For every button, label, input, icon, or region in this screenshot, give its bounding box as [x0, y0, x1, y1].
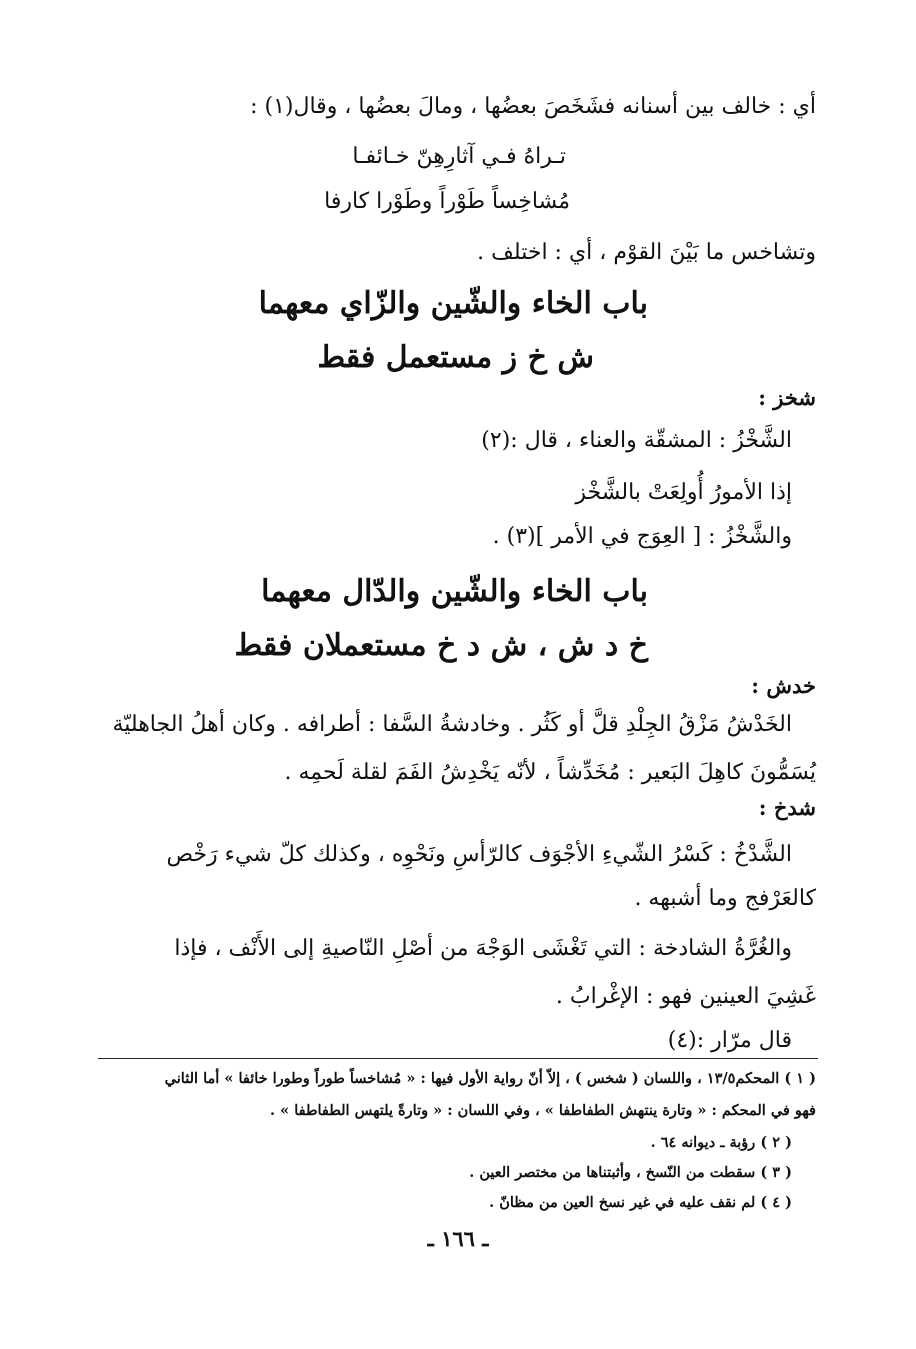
- poem-verse: إذا الأمورُ أُولِعَتْ بالشَّخْز: [575, 480, 792, 505]
- footnote: ( ٣ ) سقطت من النّسخ ، وأثبتناها من مختصر العين .: [469, 1164, 792, 1181]
- text-line: والشَّخْزُ : [ العِوَج في الأمر ](٣) .: [492, 524, 792, 549]
- root-entry-heading: خدش :: [751, 673, 816, 698]
- text-line: قال مرّار :(٤): [667, 1028, 792, 1053]
- root-entry-heading: شدخ :: [758, 795, 816, 820]
- poem-verse: تـراهُ فـي آثارِهِنّ خـائفـا: [352, 144, 566, 169]
- text-line: والغُرَّةُ الشادخة : التي تَغْشَى الوَجْهَ من أصْلِ النّاصيةِ إلى الأَنْف ، فإذا: [174, 936, 792, 961]
- footnote: ( ٢ ) رؤبة ـ ديوانه ٦٤ .: [650, 1134, 792, 1151]
- chapter-heading: باب الخاء والشّين والزّاي معهما: [258, 286, 648, 321]
- footnote: ( ٤ ) لم نقف عليه في غير نسخ العين من مظانّ .: [489, 1194, 792, 1211]
- text-line: الخَدْشُ مَزْقُ الجِلْدِ قلَّ أو كَثُر . وخادشةُ السَّفا : أطرافه . وكان أهلُ الجاهليّة: [112, 712, 792, 737]
- text-line: كالعَرْفج وما أشبهه .: [634, 886, 816, 911]
- chapter-subheading: خ د ش ، ش د خ مستعملان فقط: [234, 628, 648, 663]
- text-line: أي : خالف بين أسنانه فشَخَصَ بعضُها ، ومالَ بعضُها ، وقال(١) :: [250, 94, 816, 119]
- chapter-subheading: ش خ ز مستعمل فقط: [317, 340, 594, 375]
- footnote: فهو في المحكم : « وتارة ينتهش الطفاطفا » ، وفي اللسان : « وتارةً يلتهس الطفاطفا » .: [269, 1102, 816, 1119]
- text-line: وتشاخس ما بَيْنَ القوْم ، أي : اختلف .: [477, 240, 816, 265]
- poem-verse: مُشاخِساً طَوْراً وطَوْرا كارفا: [324, 189, 570, 214]
- footnote: ( ١ ) المحكم١٣/٥ ، واللسان ( شخس ) ، إلاّ أنّ رواية الأول فيها : « مُشاخساً طوراً وطورا خائفا » أما الثاني: [164, 1070, 816, 1087]
- text-line: الشَّخْزُ : المشقّة والعناء ، قال :(٢): [481, 428, 792, 453]
- chapter-heading: باب الخاء والشّين والدّال معهما: [261, 574, 648, 609]
- page-number: ـ ١٦٦ ـ: [427, 1226, 489, 1251]
- text-line: غَشِيَ العينين فهو : الإغْرابُ .: [555, 984, 816, 1009]
- root-entry-heading: شخز :: [758, 385, 816, 410]
- text-line: يُسَمُّونَ كاهِلَ البَعير : مُخَدِّشاً ، لأنّه يَخْدِشُ الفَمَ لقلة لَحمِه .: [284, 760, 816, 785]
- text-line: الشَّدْخُ : كَسْرُ الشّيءِ الأجْوَف كالرّأسِ ونَحْوِه ، وكذلك كلّ شيء رَخْص: [166, 842, 792, 867]
- footnote-divider: [98, 1058, 818, 1059]
